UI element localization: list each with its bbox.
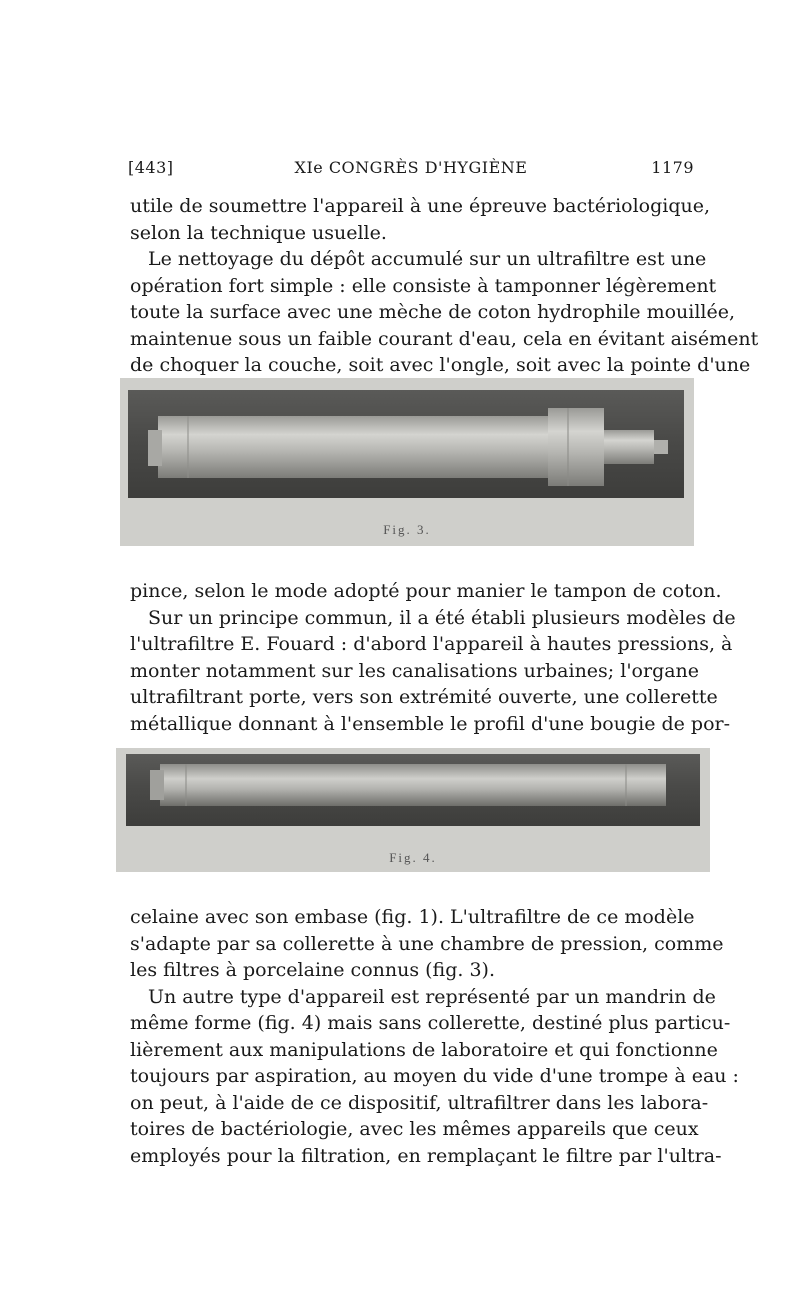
- text-line: même forme (fig. 4) mais sans collerette, destiné plus particu-: [130, 1012, 731, 1034]
- text-block-1: [130, 193, 759, 379]
- text-line: l'ultrafiltre E. Fouard : d'abord l'appareil à hautes pressions, à: [130, 633, 733, 655]
- text-line: pince, selon le mode adopté pour manier le tampon de coton.: [130, 580, 722, 602]
- text-line: monter notamment sur les canalisations urbaines; l'organe: [130, 659, 700, 682]
- page-number: 1179: [651, 158, 694, 177]
- figure-4-caption: Fig. 4.: [389, 850, 437, 865]
- text-line: métallique donnant à l'ensemble le profil d'une bougie de por-: [130, 712, 731, 735]
- figure-4: [116, 748, 710, 872]
- text-line: s'adapte par sa collerette à une chambre de pression, comme: [130, 932, 724, 955]
- text-line: on peut, à l'aide de ce dispositif, ultrafiltrer dans les labora-: [130, 1091, 709, 1114]
- ultrafilter-mandrel-illustration: [126, 754, 700, 826]
- ultrafilter-pressure-illustration: [128, 390, 684, 498]
- text-line: selon la technique usuelle.: [130, 221, 387, 244]
- figure-3-photo: [128, 390, 684, 498]
- figure-3: [120, 378, 694, 546]
- page-reference: [443]: [128, 158, 174, 177]
- figure-4-photo: [126, 754, 700, 826]
- running-head: [128, 156, 694, 180]
- text-line: les filtres à porcelaine connus (fig. 3).: [130, 959, 495, 981]
- text-line: employés pour la filtration, en remplaçant le filtre par l'ultra-: [130, 1144, 722, 1167]
- text-block-3: [130, 904, 739, 1169]
- running-title: XIe CONGRÈS D'HYGIÈNE: [294, 158, 528, 177]
- text-line: maintenue sous un faible courant d'eau, cela en évitant aisément: [130, 327, 759, 350]
- text-line: opération fort simple : elle consiste à tamponner légèrement: [130, 274, 717, 297]
- text-line: Sur un principe commun, il a été établi plusieurs modèles de: [148, 606, 736, 629]
- text-line: Le nettoyage du dépôt accumulé sur un ultrafiltre est une: [148, 248, 707, 270]
- text-line: celaine avec son embase (fig. 1). L'ultrafiltre de ce modèle: [130, 906, 695, 928]
- figure-3-caption: Fig. 3.: [383, 522, 431, 537]
- text-line: toires de bactériologie, avec les mêmes appareils que ceux: [130, 1118, 699, 1140]
- text-line: toujours par aspiration, au moyen du vide d'une trompe à eau :: [130, 1065, 739, 1087]
- text-block-2: [130, 578, 736, 737]
- text-line: toute la surface avec une mèche de coton hydrophile mouillée,: [130, 301, 736, 323]
- text-line: Un autre type d'appareil est représenté par un mandrin de: [148, 985, 716, 1008]
- text-line: ultrafiltrant porte, vers son extrémité ouverte, une collerette: [130, 686, 718, 708]
- text-line: de choquer la couche, soit avec l'ongle, soit avec la pointe d'une: [130, 354, 751, 376]
- text-line: utile de soumettre l'appareil à une épreuve bactériologique,: [130, 195, 711, 217]
- text-line: lièrement aux manipulations de laboratoire et qui fonctionne: [130, 1038, 718, 1061]
